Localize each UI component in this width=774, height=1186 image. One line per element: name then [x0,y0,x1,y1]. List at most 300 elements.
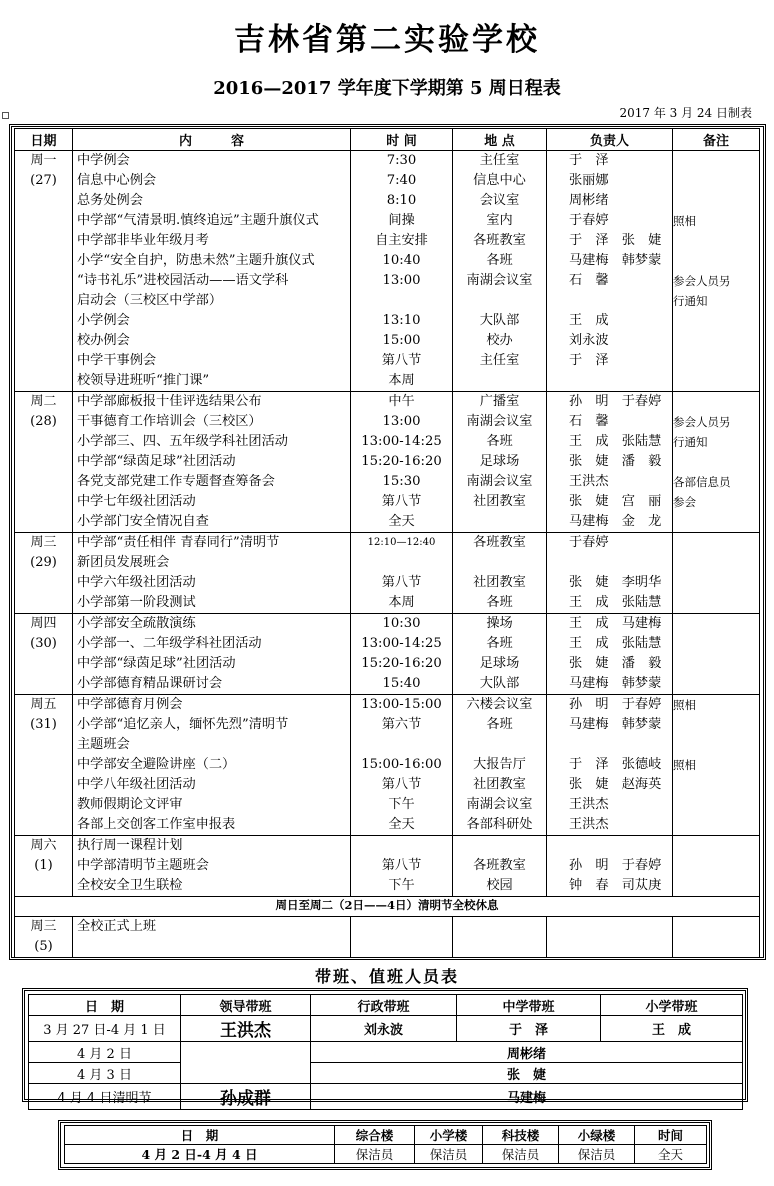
duty-primary: 王 成 [601,1016,743,1042]
day-block-2 [15,533,760,614]
holiday-text: 周日至周二（2日——4日）清明节全校休息 [15,897,760,917]
day-cell [15,614,73,695]
place-line: 会议室 [479,193,520,208]
place-line [453,512,546,532]
content-line: 干事德育工作培训会（三校区） [77,414,262,429]
col-time: 时 间 [351,129,453,151]
time-line: 13:00-14:25 [361,434,442,449]
note-line: 行通知 [673,435,708,449]
time-line: 全天 [388,514,415,529]
person-line [547,735,672,755]
day-date: (27) [30,173,57,188]
day-cell [15,392,73,533]
content-line: 中学部“绿茵足球”社团活动 [77,454,236,469]
content-cell [73,917,351,958]
person-line: 于春婷 [569,213,609,228]
col-person: 负责人 [547,129,673,151]
note-line [673,856,759,876]
content-line: 中学部德育月例会 [77,697,183,712]
content-cell [73,614,351,695]
place-line: 各班 [486,434,513,449]
content-line: 主题班会 [77,737,130,752]
made-date: 2017 年 3 月 24 日制表 [619,106,752,120]
time-line: 第八节 [381,353,422,368]
note-line [673,533,759,553]
day-block-4 [15,695,760,836]
time-line: 15:30 [382,474,421,489]
cleaning-table [64,1125,707,1164]
col-date: 日期 [15,129,73,151]
time-line: 第八节 [381,777,422,792]
content-line: “诗书礼乐”进校园活动——语文学科 [77,273,289,288]
day-cell [15,836,73,897]
time-line: 自主安排 [375,233,428,248]
time-line: 15:00-16:00 [361,757,442,772]
content-line: 中学例会 [77,153,130,168]
day-block-1 [15,392,760,533]
note-line [673,512,759,532]
place-line: 各部科研处 [466,817,533,832]
place-line: 室内 [486,213,513,228]
person-cell [547,533,673,614]
duty-row [29,1063,743,1084]
note-line [673,674,759,694]
content-line: 校办例会 [77,333,130,348]
person-line: 王洪杰 [569,817,609,832]
time-line: 10:30 [382,616,421,631]
note-cell [673,151,760,392]
place-line: 各班教室 [473,535,526,550]
content-line: 各部上交创客工作室申报表 [77,817,236,832]
time-line: 13:00 [382,273,421,288]
place-cell [453,836,547,897]
place-cell [453,917,547,958]
note-cell [673,392,760,533]
content-line: 小学部“追忆亲人，缅怀先烈”清明节 [77,717,289,732]
content-line: 中学六年级社团活动 [77,575,196,590]
duty-col-primary: 小学带班 [601,995,743,1016]
note-line [673,593,759,613]
day-cell [15,695,73,836]
person-line: 于春婷 [569,535,609,550]
content-cell [73,695,351,836]
note-line [673,251,759,271]
note-line [673,795,759,815]
place-cell [453,151,547,392]
duty-leader: 孙成群 [181,1084,311,1110]
note-line [673,392,759,412]
place-line: 广播室 [479,394,520,409]
day-label: 周三 [30,535,57,550]
content-line: 全校安全卫生联检 [77,878,183,893]
person-line: 马建梅 韩梦蒙 [569,676,662,691]
note-line [673,775,759,795]
time-line [351,553,452,573]
content-line: 中学部非毕业年级月考 [77,233,209,248]
day-label: 周三 [30,919,57,934]
day-block-5 [15,836,760,897]
day-date: (1) [34,858,53,873]
person-line: 马建梅 韩梦蒙 [569,717,662,732]
time-line: 下午 [388,878,415,893]
place-line: 大报告厅 [473,757,526,772]
note-cell [673,836,760,897]
duty-date: 4 月 2 日 [29,1042,181,1063]
time-line: 8:10 [386,193,417,208]
holiday-row [15,897,760,917]
person-cell [547,917,673,958]
duty-col-middle: 中学带班 [457,995,601,1016]
time-line: 15:20-16:20 [361,454,442,469]
person-line: 孙 明 于春婷 [569,394,662,409]
duty-leader-blank [181,1042,311,1084]
place-cell [453,614,547,695]
note-line: 参会 [673,495,696,509]
time-cell [351,695,453,836]
person-line: 于 泽 张 婕 [569,233,662,248]
place-line: 信息中心 [473,173,526,188]
person-line: 于 泽 [569,353,609,368]
time-line: 10:40 [382,253,421,268]
person-line: 王 成 马建梅 [569,616,662,631]
place-line [453,735,546,755]
place-line: 足球场 [479,454,520,469]
content-line: 校领导进班听“推门课” [77,373,210,388]
person-line: 王 成 张陆慧 [569,595,662,610]
time-line: 13:00-14:25 [361,636,442,651]
content-line: 中学部安全避险讲座（二） [77,757,236,772]
content-line: 中学干事例会 [77,353,157,368]
note-line: 行通知 [673,294,708,308]
duty-row [29,1016,743,1042]
place-line: 南湖会议室 [466,414,533,429]
content-line: 中学部清明节主题班会 [77,858,209,873]
content-line: 中学八年级社团活动 [77,777,196,792]
person-line: 于 泽 张德岐 [569,757,662,772]
place-line: 操场 [486,616,513,631]
place-cell [453,392,547,533]
person-line [547,291,672,311]
content-line: 小学部第一阶段测试 [77,595,196,610]
duty-col-admin: 行政带班 [311,995,457,1016]
person-line: 周彬绪 [569,193,609,208]
content-line: 小学部一、二年级学科社团活动 [77,636,262,651]
time-cell [351,836,453,897]
note-line [673,815,759,835]
place-line: 南湖会议室 [466,797,533,812]
time-line: 7:40 [386,173,417,188]
clean-col-1: 综合楼 [335,1126,415,1145]
note-line: 参会人员另 [673,415,731,429]
duty-merged: 马建梅 [311,1084,743,1110]
place-line [453,836,546,856]
note-line [673,171,759,191]
day-date: (29) [30,555,57,570]
time-line: 间操 [388,213,415,228]
time-line: 第八节 [381,494,422,509]
place-line: 社团教室 [473,575,526,590]
note-cell [673,695,760,836]
person-line: 张 婕 潘 毅 [569,454,662,469]
schedule-header-row [15,129,760,151]
note-line [673,634,759,654]
schedule-table [14,128,760,958]
note-line: 照相 [673,698,696,712]
place-line [453,553,546,573]
place-line: 足球场 [479,656,520,671]
place-line: 校办 [486,333,513,348]
place-line: 主任室 [479,153,520,168]
note-line [673,351,759,371]
time-cell [351,614,453,695]
duty-col-date: 日 期 [29,995,181,1016]
note-cell [673,533,760,614]
time-line: 12:10—12:40 [367,537,436,548]
table-anchor-marker [2,112,9,119]
person-line: 张 婕 赵海英 [569,777,662,792]
person-cell [547,695,673,836]
content-line: 小学“安全自护，防患未然”主题升旗仪式 [77,253,315,268]
note-cell [673,917,760,958]
time-line: 本周 [388,595,415,610]
note-line [673,231,759,251]
person-line: 于 泽 [569,153,609,168]
time-line: 下午 [388,797,415,812]
note-line: 各部信息员 [673,475,731,489]
note-line: 照相 [673,758,696,772]
person-line: 王 成 张陆慧 [569,636,662,651]
day-date: (28) [30,414,57,429]
school-title: 吉林省第二实验学校 [234,22,540,58]
duty-merged: 周彬绪 [311,1042,743,1063]
person-line: 王 成 张陆慧 [569,434,662,449]
person-line: 孙 明 于春婷 [569,697,662,712]
place-line: 各班 [486,253,513,268]
content-cell [73,392,351,533]
person-line: 张 婕 宫 丽 [569,494,662,509]
content-line: 中学七年级社团活动 [77,494,196,509]
place-cell [453,533,547,614]
time-cell [351,392,453,533]
note-cell [673,614,760,695]
content-cell [73,836,351,897]
clean-col-3: 科技楼 [483,1126,559,1145]
time-line [351,735,452,755]
content-line: 启动会（三校区中学部） [77,293,223,308]
place-line [453,371,546,391]
day-label: 周一 [30,153,57,168]
col-note: 备注 [673,129,760,151]
note-line [673,553,759,573]
place-line: 各班教室 [473,233,526,248]
content-line: 中学部廊板报十佳评选结果公布 [77,394,262,409]
clean-cell: 保洁员 [335,1145,415,1164]
person-line: 张 婕 李明华 [569,575,662,590]
place-line: 社团教室 [473,777,526,792]
time-line: 第八节 [381,858,422,873]
note-line [673,151,759,171]
time-line: 15:40 [382,676,421,691]
time-line: 中午 [388,394,415,409]
content-line: 各党支部党建工作专题督查筹备会 [77,474,275,489]
person-line: 孙 明 于春婷 [569,858,662,873]
person-line: 王洪杰 [569,797,609,812]
content-line: 小学部三、四、五年级学科社团活动 [77,434,288,449]
day-cell [15,533,73,614]
time-line: 7:30 [386,153,417,168]
note-line [673,573,759,593]
duty-col-leader: 领导带班 [181,995,311,1016]
place-line: 大队部 [479,313,520,328]
note-line [673,371,759,391]
place-cell [453,695,547,836]
cleaning-header-row [65,1126,707,1145]
time-line: 全天 [388,817,415,832]
content-line: 中学部“责任相伴 青春同行”清明节 [77,535,280,550]
time-cell [351,151,453,392]
place-line: 各班 [486,595,513,610]
duty-merged: 张 婕 [311,1063,743,1084]
clean-time: 全天 [635,1145,707,1164]
duty-title: 带班、值班人员表 [314,967,459,986]
place-line: 大队部 [479,676,520,691]
duty-row [29,1084,743,1110]
content-line: 信息中心例会 [77,173,157,188]
note-line [673,452,759,472]
time-cell [351,533,453,614]
note-line [673,715,759,735]
person-cell [547,836,673,897]
duty-date: 3 月 27 日-4 月 1 日 [29,1016,181,1042]
col-content: 内 容 [73,129,351,151]
place-line: 各班 [486,636,513,651]
time-line [351,291,452,311]
person-line: 张 婕 潘 毅 [569,656,662,671]
duty-date: 4 月 3 日 [29,1063,181,1084]
person-line: 钟 春 司苁庚 [569,878,662,893]
content-line: 中学部“气清景明.慎终追远”主题升旗仪式 [77,213,319,228]
note-line [673,735,759,755]
clean-col-time: 时间 [635,1126,707,1145]
person-line [547,371,672,391]
clean-cell: 保洁员 [559,1145,635,1164]
day-date: (30) [30,636,57,651]
day-label: 周四 [30,616,57,631]
content-line: 执行周一课程计划 [77,838,183,853]
clean-cell: 保洁员 [483,1145,559,1164]
person-line [547,553,672,573]
cleaning-row [65,1145,707,1164]
content-line: 总务处例会 [77,193,143,208]
note-line [673,191,759,211]
note-line [673,614,759,634]
person-line: 马建梅 金 龙 [569,514,662,529]
place-line: 各班教室 [473,858,526,873]
day-block-last [15,917,760,958]
note-line [673,876,759,896]
duty-admin: 刘永波 [311,1016,457,1042]
time-line: 15:20-16:20 [361,656,442,671]
schedule-subtitle: 2016—2017 学年度下学期第 5 周日程表 [213,78,561,99]
person-line: 石 馨 [569,414,609,429]
day-date: (31) [30,717,57,732]
content-line: 小学部德育精品课研讨会 [77,676,223,691]
col-place: 地 点 [453,129,547,151]
duty-middle: 于 泽 [457,1016,601,1042]
duty-leader: 王洪杰 [181,1016,311,1042]
place-line: 六楼会议室 [466,697,533,712]
person-line: 石 馨 [569,273,609,288]
note-line [673,836,759,856]
place-line: 南湖会议室 [466,474,533,489]
clean-col-2: 小学楼 [415,1126,483,1145]
note-line [673,654,759,674]
time-line: 13:00 [382,414,421,429]
duty-table [28,994,743,1110]
place-line: 主任室 [479,353,520,368]
duty-date: 4 月 4 日清明节 [29,1084,181,1110]
person-line: 刘永波 [569,333,609,348]
person-line [547,836,672,856]
day-label: 周六 [30,838,57,853]
content-line: 小学部门安全情况自查 [77,514,209,529]
person-line: 王洪杰 [569,474,609,489]
day-label: 周二 [30,394,57,409]
place-line [453,291,546,311]
content-cell [73,151,351,392]
person-line: 张丽娜 [569,173,609,188]
clean-cell: 保洁员 [415,1145,483,1164]
duty-header-row [29,995,743,1016]
content-cell [73,533,351,614]
time-cell [351,917,453,958]
content-line: 小学部安全疏散演练 [77,616,196,631]
time-line [351,836,452,856]
content-line: 小学例会 [77,313,130,328]
day-cell [15,917,73,958]
place-line: 校园 [486,878,513,893]
place-line: 社团教室 [473,494,526,509]
place-line: 南湖会议室 [466,273,533,288]
day-date: (5) [34,939,53,954]
time-line: 13:00-15:00 [361,697,442,712]
day-block-3 [15,614,760,695]
time-line: 本周 [388,373,415,388]
person-cell [547,151,673,392]
day-label: 周五 [30,697,57,712]
person-line: 王 成 [569,313,609,328]
note-line [673,331,759,351]
time-line: 第六节 [381,717,422,732]
content-line: 中学部“绿茵足球”社团活动 [77,656,236,671]
content-line: 教师假期论文评审 [77,797,183,812]
person-cell [547,614,673,695]
day-block-0 [15,151,760,392]
clean-col-4: 小绿楼 [559,1126,635,1145]
note-line: 照相 [673,214,696,228]
note-line: 参会人员另 [673,274,731,288]
clean-date: 4 月 2 日-4 月 4 日 [65,1145,335,1164]
time-line: 13:10 [382,313,421,328]
person-cell [547,392,673,533]
content-line: 新团员发展班会 [77,555,170,570]
duty-row [29,1042,743,1063]
person-line: 马建梅 韩梦蒙 [569,253,662,268]
time-line: 第八节 [381,575,422,590]
time-line: 15:00 [382,333,421,348]
day-cell [15,151,73,392]
place-line: 各班 [486,717,513,732]
